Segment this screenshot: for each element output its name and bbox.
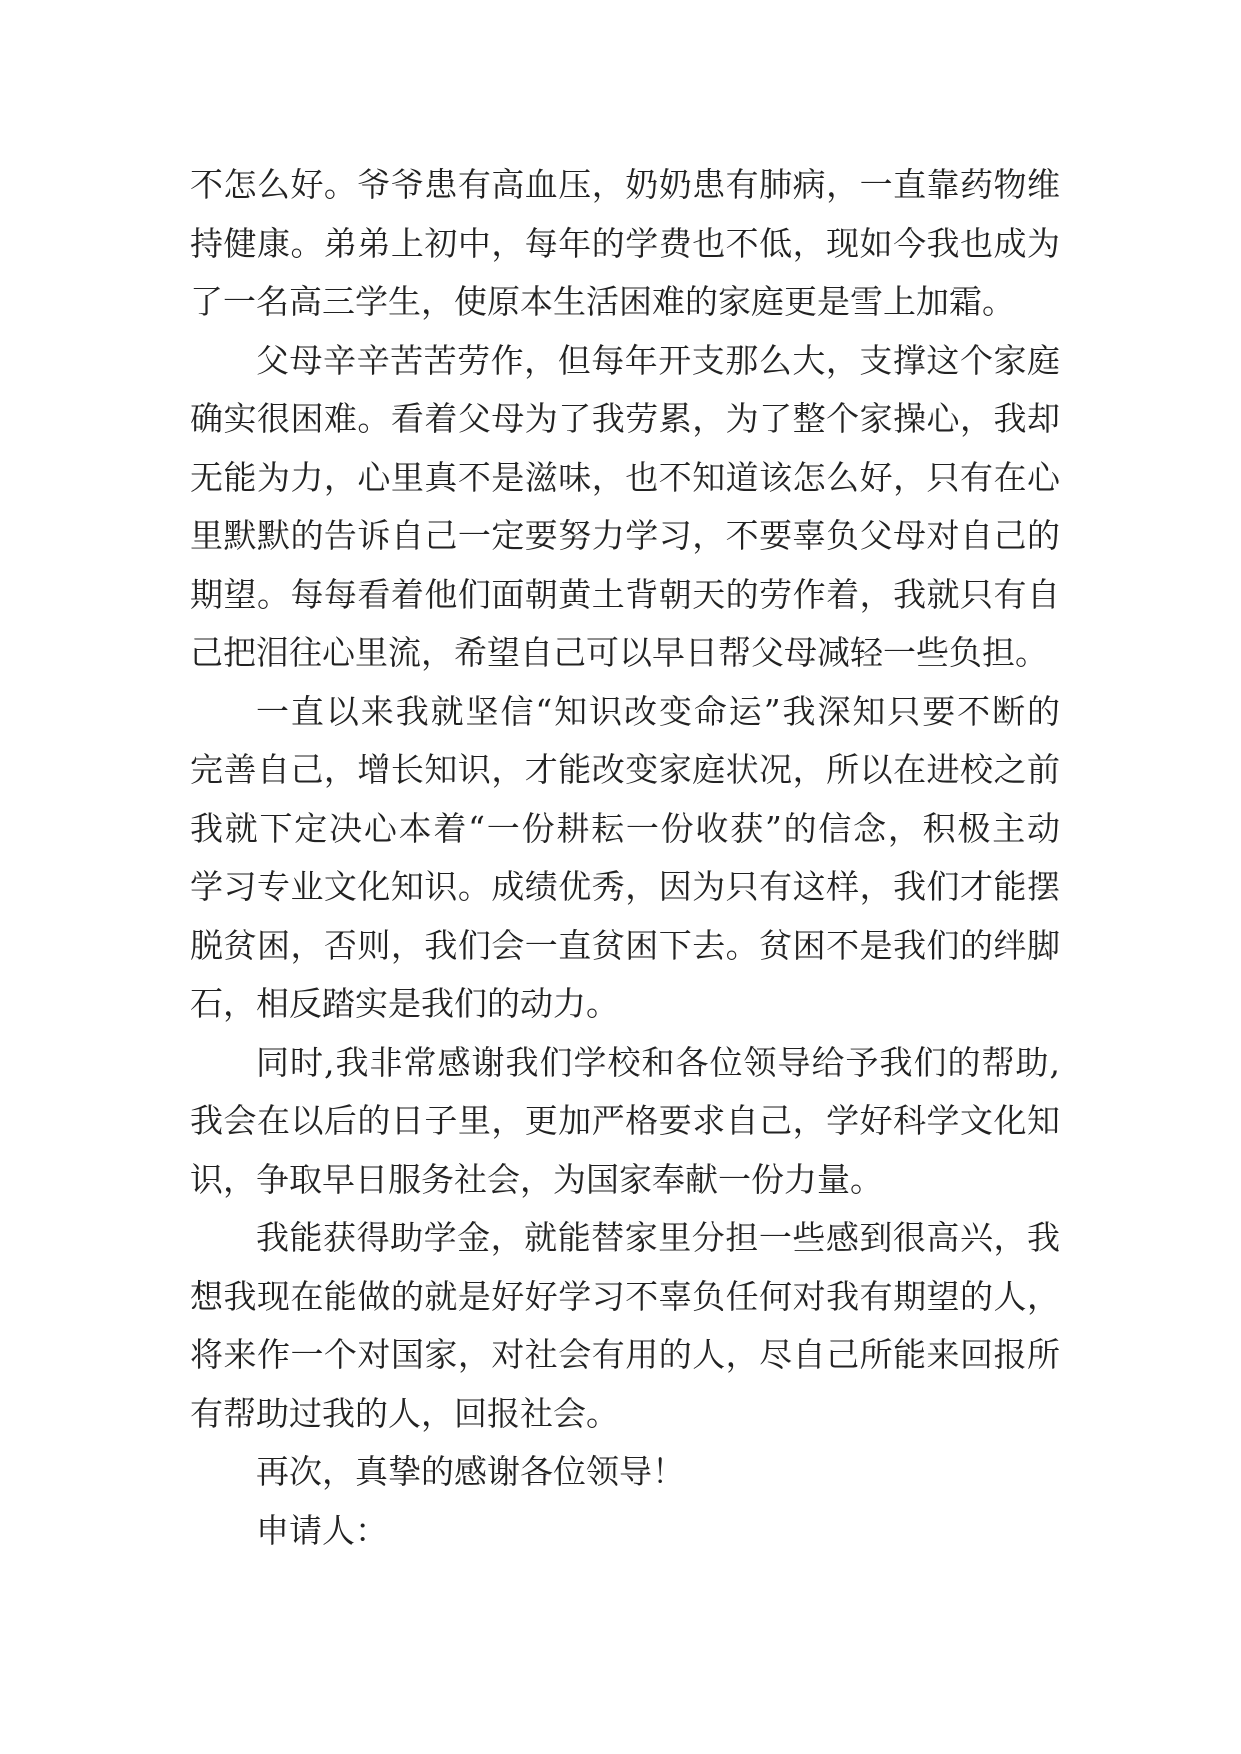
text-line: 确实很困难。看着父母为了我劳累，为了整个家操心，我却	[190, 399, 1060, 438]
paragraph-first-line: 同时,我非常感谢我们学校和各位领导给予我们的帮助,	[256, 1042, 1060, 1082]
text-line: 学习专业文化知识。成绩优秀，因为只有这样，我们才能摆	[190, 867, 1060, 906]
applicant-signature-label: 申请人：	[256, 1510, 388, 1550]
text-line: 无能为力，心里真不是滋味，也不知道该怎么好，只有在心	[190, 457, 1060, 497]
paragraph-first-line: 我能获得助学金，就能替家里分担一些感到很高兴，我	[256, 1218, 1060, 1257]
letter-body	[190, 156, 1060, 1560]
text-line: 里默默的告诉自己一定要努力学习，不要辜负父母对自己的	[190, 516, 1060, 555]
text-line: 完善自己，增长知识，才能改变家庭状况，所以在进校之前	[190, 750, 1060, 789]
text-line: 有帮助过我的人，回报社会。	[190, 1393, 619, 1433]
text-line: 我就下定决心本着“一份耕耘一份收获”的信念，积极主动	[190, 808, 1060, 848]
text-line: 识，争取早日服务社会，为国家奉献一份力量。	[190, 1159, 883, 1199]
text-line: 不怎么好。爷爷患有高血压，奶奶患有肺病，一直靠药物维	[190, 165, 1060, 204]
text-line: 持健康。弟弟上初中，每年的学费也不低，现如今我也成为	[190, 223, 1060, 263]
text-line: 我会在以后的日子里，更加严格要求自己，学好科学文化知	[190, 1101, 1060, 1140]
text-line: 期望。每每看着他们面朝黄土背朝天的劳作着，我就只有自	[190, 574, 1060, 614]
paragraph-first-line: 一直以来我就坚信“知识改变命运”我深知只要不断的	[256, 691, 1060, 731]
text-line: 石，相反踏实是我们的动力。	[190, 984, 619, 1023]
text-line: 脱贫困，否则，我们会一直贫困下去。贫困不是我们的绊脚	[190, 925, 1060, 965]
text-line: 了一名高三学生，使原本生活困难的家庭更是雪上加霜。	[190, 282, 1015, 321]
text-line: 想我现在能做的就是好好学习不辜负任何对我有期望的人，	[190, 1276, 1060, 1316]
paragraph-first-line: 父母辛辛苦苦劳作，但每年开支那么大，支撑这个家庭	[256, 340, 1060, 380]
text-line: 己把泪往心里流，希望自己可以早日帮父母减轻一些负担。	[190, 633, 1048, 672]
text-line: 将来作一个对国家，对社会有用的人，尽自己所能来回报所	[190, 1335, 1060, 1374]
closing-thanks: 再次，真挚的感谢各位领导！	[256, 1452, 685, 1491]
